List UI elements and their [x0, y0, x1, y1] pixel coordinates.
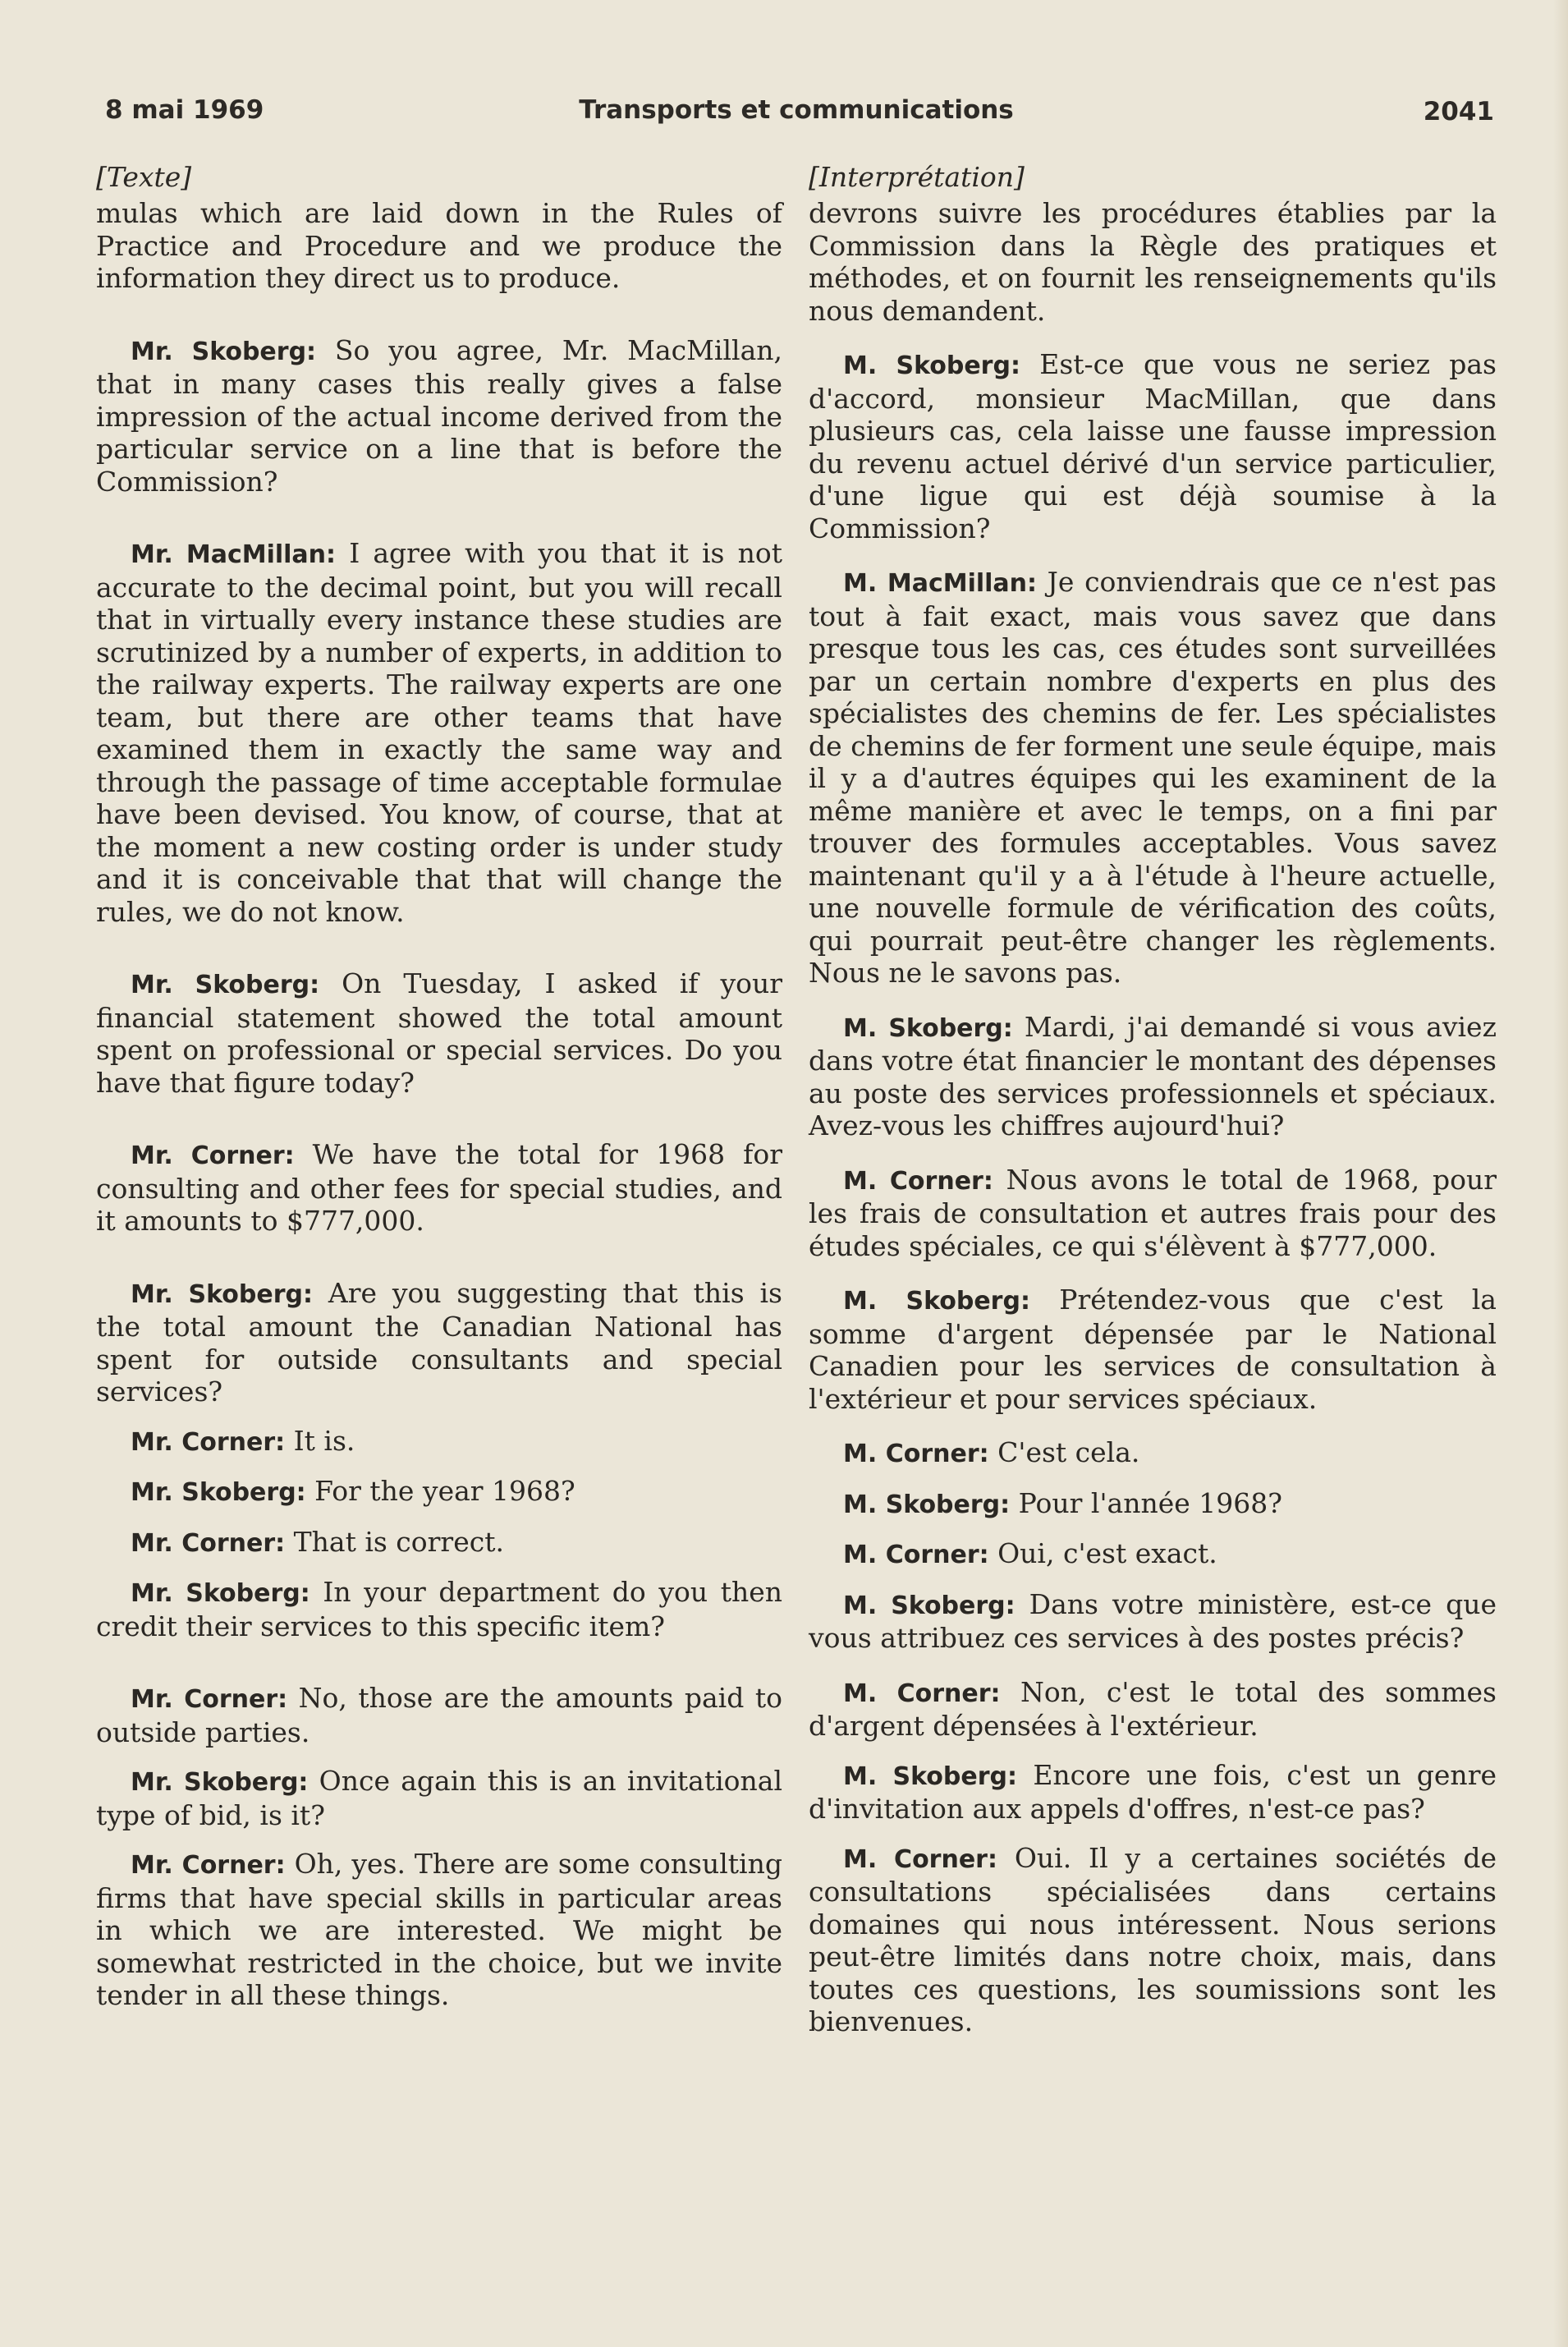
french-item: M. Corner: Oui. Il y a certaines sociétés de consultations spécialisées dans certains domaines qui nous intéressent. Nous serions peut-être limités dans notre choix, mais, dans toutes ces questions, les soumissions sont les bienvenues. [809, 1841, 1497, 2037]
french-item: M. Skoberg: Mardi, j'ai demandé si vous aviez dans votre état financier le montant des dépenses au poste des services professionnels et spéciaux. Avez-vous les chiffres aujourd'hui? [809, 1010, 1497, 1141]
english-item: Mr. Skoberg: In your department do you then credit their services to this specific item? [96, 1576, 782, 1642]
header-date: 8 mai 1969 [105, 95, 264, 125]
page-binding-shadow [1553, 0, 1568, 2347]
french-item: M. Corner: Oui, c'est exact. [843, 1537, 1217, 1569]
english-item: Mr. Corner: It is. [131, 1424, 355, 1457]
french-item: M. Corner: C'est cela. [843, 1436, 1140, 1468]
french-item: M. Skoberg: Encore une fois, c'est un genre d'invitation aux appels d'offres, n'est-ce pas? [809, 1758, 1497, 1825]
french-item: M. Skoberg: Dans votre ministère, est-ce que vous attribuez ces services à des postes précis? [809, 1587, 1497, 1654]
english-tag: [Texte] [96, 161, 192, 193]
english-item: Mr. Corner: No, those are the amounts paid to outside parties. [96, 1682, 782, 1748]
english-item: Mr. MacMillan: I agree with you that it is not accurate to the decimal point, but you will recall that in virtually every instance these studies are scrutinized by a number of experts, in addition to the railway experts. The railway experts are one team, but there are other teams that have examined them in exactly the same way and through the passage of time acceptable formulae have been devised. You know, of course, that at the moment a new costing order is under study and it is conceivable that that will change the rules, we do not know. [96, 537, 782, 928]
english-item: Mr. Skoberg: For the year 1968? [131, 1475, 575, 1507]
english-column [96, 161, 782, 2028]
english-item: Mr. Corner: That is correct. [131, 1525, 504, 1558]
english-intro: mulas which are laid down in the Rules of Practice and Procedure and we produce the information they direct us to produce. [96, 197, 782, 294]
french-item: M. Skoberg: Prétendez-vous que c'est la somme d'argent dépensée par le National Canadien pour les services de consultation à l'extérieur et pour services spéciaux. [809, 1284, 1497, 1415]
page-number: 2041 [1423, 97, 1494, 126]
english-item: Mr. Skoberg: So you agree, Mr. MacMillan, that in many cases this really gives a false impression of the actual income derived from the particular service on a line that is before the Commission? [96, 333, 782, 498]
english-item: Mr. Corner: We have the total for 1968 for consulting and other fees for special studies, and it amounts to $777,000. [96, 1138, 782, 1237]
french-item: M. Skoberg: Pour l'année 1968? [843, 1486, 1282, 1519]
page-header [99, 89, 1494, 138]
french-item: M. MacMillan: Je conviendrais que ce n'est pas tout à fait exact, mais vous savez que dans presque tous les cas, ces études sont surveillées par un certain nombre d'experts en plus des spécialistes des chemins de fer. Les spécialistes de chemins de fer forment une seule équipe, mais il y a d'autres équipes qui les examinent de la même manière et avec le temps, on a fini par trouver des formules acceptables. Vous savez maintenant qu'il y a à l'étude à l'heure actuelle, une nouvelle formule de vérification des coûts, qui pourrait peut-être changer les règlements. Nous ne le savons pas. [809, 566, 1497, 989]
english-item: Mr. Skoberg: On Tuesday, I asked if your financial statement showed the total amount spent on professional or special services. Do you have that figure today? [96, 967, 782, 1099]
french-column [809, 161, 1497, 2055]
header-title: Transports et communications [579, 95, 1014, 125]
english-item: Mr. Skoberg: Once again this is an invitational type of bid, is it? [96, 1765, 782, 1831]
french-item: M. Corner: Non, c'est le total des sommes d'argent dépensées à l'extérieur. [809, 1675, 1497, 1742]
french-item: M. Corner: Nous avons le total de 1968, pour les frais de consultation et autres frais pour des études spéciales, ce qui s'élèvent à $777,000. [809, 1163, 1497, 1262]
english-item: Mr. Skoberg: Are you suggesting that this is the total amount the Canadian National has spent for outside consultants and special services? [96, 1276, 782, 1408]
french-tag: [Interprétation] [809, 161, 1025, 193]
english-item: Mr. Corner: Oh, yes. There are some consulting firms that have special skills in particular areas in which we are interested. We might be somewhat restricted in the choice, but we invite tender in all these things. [96, 1848, 782, 2011]
french-intro: devrons suivre les procédures établies par la Commission dans la Règle des pratiques et méthodes, et on fournit les renseignements qu'ils nous demandent. [809, 197, 1497, 327]
french-item: M. Skoberg: Est-ce que vous ne seriez pas d'accord, monsieur MacMillan, que dans plusieurs cas, cela laisse une fausse impression du revenu actuel dérivé d'un service particulier, d'une ligue qui est déjà soumise à la Commission? [809, 348, 1497, 544]
